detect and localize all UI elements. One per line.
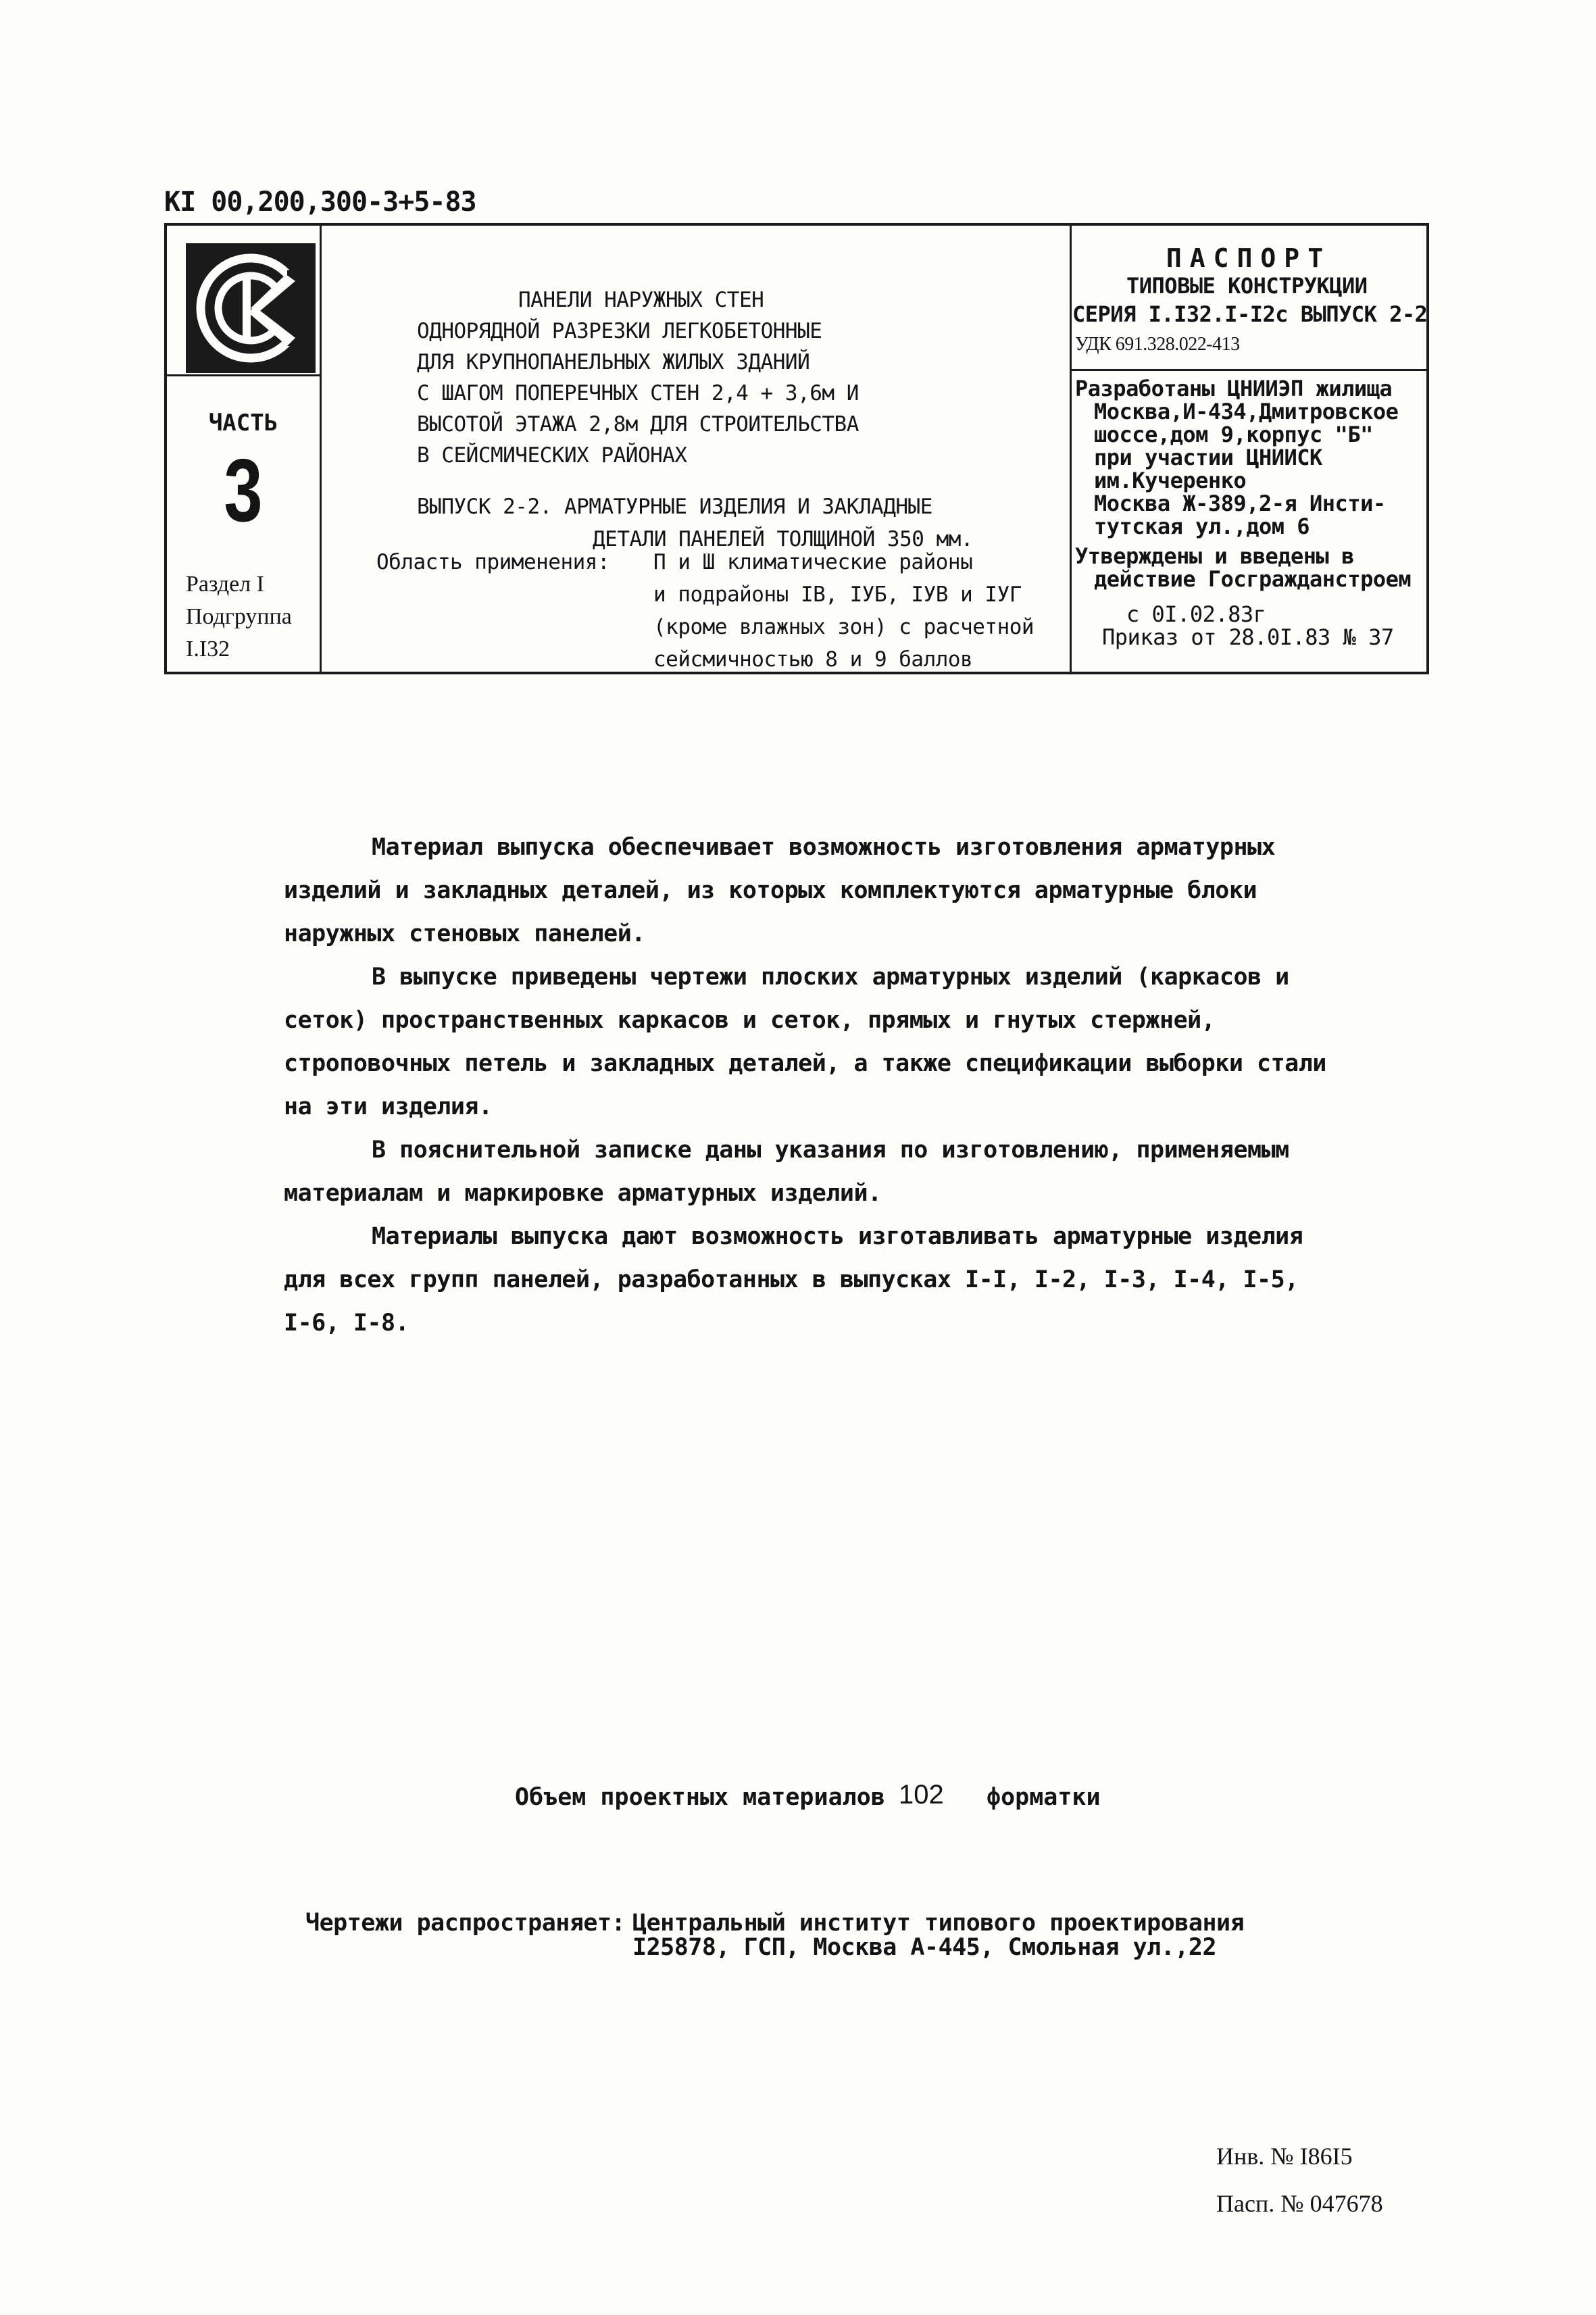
passport-header-table	[164, 223, 1429, 674]
paragraph: В выпуске приведены чертежи плоских арматурных изделий (каркасов и сеток) пространственных каркасов и сеток, прямых и гнутых стержней, строповочных петель и закладных деталей, а также спецификации выборки стали на эти изделия.	[284, 964, 1326, 1120]
scope-line: (кроме влажных зон) с расчетной	[653, 615, 1034, 639]
distribution-label: Чертежи распространяет:	[305, 1910, 626, 1937]
approved-line: действие Госгражданстроем	[1094, 566, 1412, 592]
inventory-number: Инв. № I86I5	[1216, 2143, 1353, 2170]
approved-line: Утверждены и введены в	[1075, 543, 1354, 569]
developed-line: Москва Ж-389,2-я Инсти-	[1094, 491, 1386, 516]
paragraph: Материал выпуска обеспечивает возможность изготовления арматурных изделий и закладных деталей, из которых комплектуются арматурные блоки наружных стеновых панелей.	[284, 834, 1276, 947]
paragraph: Материалы выпуска дают возможность изготавливать арматурные изделия для всех групп панелей, разработанных в выпусках I-I, I-2, I-3, I-4, I-5, I-6, I-8.	[284, 1223, 1303, 1337]
divider-passport	[1070, 369, 1426, 371]
subgroup-label: Подгруппа	[186, 604, 292, 629]
section-label: Раздел I	[186, 572, 264, 597]
title-line: ОДНОРЯДНОЙ РАЗРЕЗКИ ЛЕГКОБЕТОННЫЕ	[417, 319, 822, 343]
ck-logo	[186, 243, 316, 373]
volume-count: 102	[899, 1780, 944, 1810]
divider-logo	[167, 374, 320, 376]
title-line: С ШАГОМ ПОПЕРЕЧНЫХ СТЕН 2,4 + 3,6м И	[417, 381, 859, 405]
paragraph: В пояснительной записке даны указания по изготовлению, применяемым материалам и маркировке арматурных изделий.	[284, 1137, 1289, 1207]
part-number: 3	[224, 441, 263, 540]
passport-line: СЕРИЯ I.I32.I-I2с ВЫПУСК 2-2	[1072, 301, 1428, 327]
document-code: КI 00,200,300-3+5-83	[164, 186, 476, 218]
scope-line: сейсмичностью 8 и 9 баллов	[653, 647, 973, 672]
volume-unit: форматки	[987, 1784, 1101, 1811]
divider-left	[320, 226, 322, 672]
ck-logo-icon	[186, 243, 316, 373]
title-line: В СЕЙСМИЧЕСКИХ РАЙОНАХ	[417, 443, 687, 468]
passport-number: Пасп. № 047678	[1216, 2190, 1383, 2217]
title-line: ДЛЯ КРУПНОПАНЕЛЬНЫХ ЖИЛЫХ ЗДАНИЙ	[417, 350, 810, 374]
divider-right	[1070, 226, 1072, 672]
volume-label: Объем проектных материалов	[515, 1784, 885, 1811]
subgroup-code: I.I32	[186, 637, 230, 662]
distribution-org: Центральный институт типового проектирования	[632, 1910, 1245, 1937]
udk-code: УДК 691.328.022-413	[1075, 334, 1240, 355]
passport-line: ТИПОВЫЕ КОНСТРУКЦИИ	[1126, 273, 1368, 299]
scope-line: П и Ш климатические районы	[653, 550, 973, 574]
distribution-address: I25878, ГСП, Москва А-445, Смольная ул.,22	[632, 1934, 1217, 1961]
developed-line: при участии ЦНИИСК	[1094, 445, 1322, 470]
scope-line: и подрайоны IВ, IУБ, IУВ и IУГ	[653, 582, 1022, 607]
developed-line: тутская ул.,дом 6	[1094, 514, 1310, 539]
title-line: ПАНЕЛИ НАРУЖНЫХ СТЕН	[518, 288, 764, 312]
scope-label: Область применения:	[376, 550, 610, 574]
developed-line: шоссе,дом 9,корпус "Б"	[1094, 422, 1373, 447]
developed-line: Москва,И-434,Дмитровское	[1094, 399, 1399, 424]
passport-title: ПАСПОРТ	[1166, 243, 1332, 273]
developed-line: им.Кучеренко	[1094, 468, 1247, 493]
developed-line: Разработаны ЦНИИЭП жилища	[1075, 376, 1393, 401]
issue-line: ДЕТАЛИ ПАНЕЛЕЙ ТОЛЩИНОЙ 350 мм.	[593, 527, 974, 551]
part-label: ЧАСТЬ	[208, 409, 278, 437]
approved-date: с 0I.02.83г	[1126, 601, 1266, 627]
issue-line: ВЫПУСК 2-2. АРМАТУРНЫЕ ИЗДЕЛИЯ И ЗАКЛАДНЫЕ	[417, 495, 932, 519]
title-line: ВЫСОТОЙ ЭТАЖА 2,8м ДЛЯ СТРОИТЕЛЬСТВА	[417, 412, 859, 437]
approved-order: Приказ от 28.0I.83 № 37	[1102, 624, 1394, 650]
